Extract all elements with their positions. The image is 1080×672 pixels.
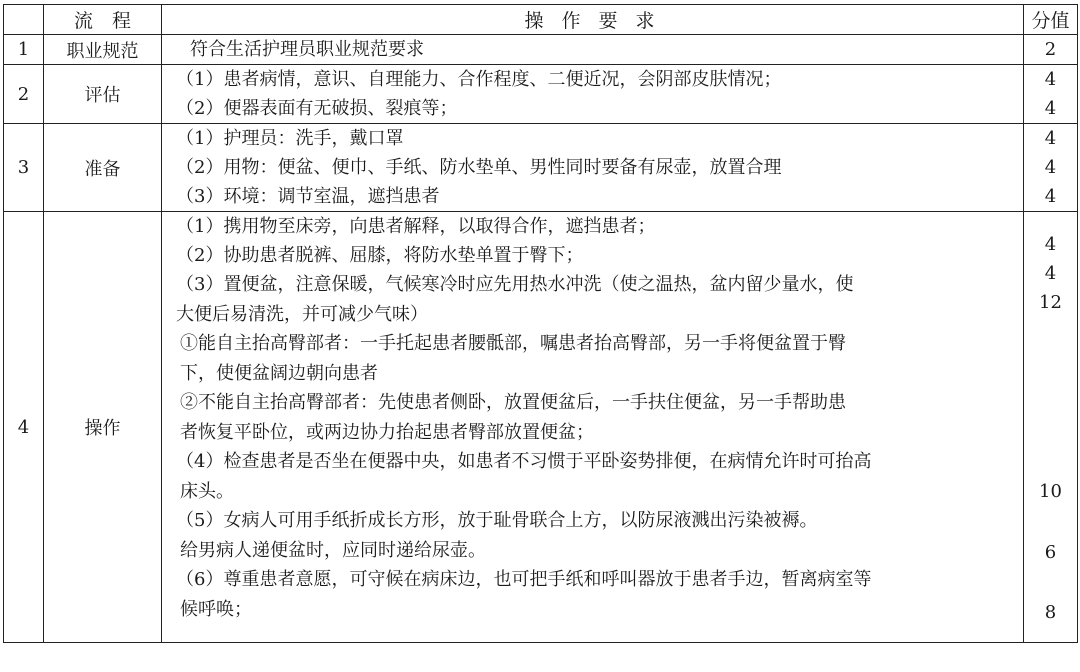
row-scores xyxy=(1024,212,1078,643)
row-scores xyxy=(1024,35,1078,65)
table-row xyxy=(4,35,1078,65)
requirement-line: （2）协助患者脱裤、屈膝，将防水垫单置于臀下； xyxy=(176,245,584,266)
header-process: 流 程 xyxy=(44,5,162,35)
score-value: 6 xyxy=(1044,542,1057,563)
row-number: 1 xyxy=(4,35,44,65)
score-value: 2 xyxy=(1044,39,1057,60)
score-value: 4 xyxy=(1044,186,1057,207)
header-number xyxy=(4,5,44,35)
row-requirements xyxy=(162,124,1024,212)
row-requirements xyxy=(162,65,1024,124)
row-process: 操作 xyxy=(44,212,162,643)
header-score: 分值 xyxy=(1024,5,1078,35)
requirement-line: （1）携用物至床旁，向患者解释，以取得合作，遮挡患者； xyxy=(176,216,656,237)
requirement-line: （4）检查患者是否坐在便器中央，如患者不习惯于平卧姿势排便，在病情允许时可抬高 xyxy=(176,451,872,472)
row-number: 2 xyxy=(4,65,44,124)
header-requirement: 操 作 要 求 xyxy=(162,5,1024,35)
row-process: 准备 xyxy=(44,124,162,212)
requirement-line: 给男病人递便盆时，应同时递给尿壶。 xyxy=(180,540,486,561)
score-value: 4 xyxy=(1044,128,1057,149)
requirement-line: 床头。 xyxy=(180,481,234,502)
score-value: 4 xyxy=(1044,98,1057,119)
score-value: 8 xyxy=(1044,602,1057,623)
score-value: 12 xyxy=(1039,292,1062,313)
requirement-line: 候呼唤； xyxy=(180,599,252,620)
requirement-line: （1）护理员：洗手，戴口罩 xyxy=(176,128,404,149)
requirement-line: （6）尊重患者意愿，可守候在病床边，也可把手纸和呼叫器放于患者手边，暂离病室等 xyxy=(176,569,872,590)
score-value: 4 xyxy=(1044,234,1057,255)
requirement-line: 符合生活护理员职业规范要求 xyxy=(190,39,424,60)
score-value: 4 xyxy=(1044,69,1057,90)
table-row xyxy=(4,65,1078,124)
score-value: 10 xyxy=(1039,481,1062,502)
row-scores xyxy=(1024,124,1078,212)
row-process: 评估 xyxy=(44,65,162,124)
requirement-line: ②不能自主抬高臀部者：先使患者侧卧，放置便盆后，一手扶住便盆，另一手帮助患 xyxy=(180,392,846,413)
requirement-line: 下，使便盆阔边朝向患者 xyxy=(180,363,378,384)
requirement-line: （5）女病人可用手纸折成长方形，放于耻骨联合上方，以防尿液溅出污染被褥。 xyxy=(176,510,818,531)
score-value: 4 xyxy=(1044,263,1057,284)
table-row xyxy=(4,124,1078,212)
procedure-table xyxy=(3,4,1078,643)
row-process: 职业规范 xyxy=(44,35,162,65)
row-number: 3 xyxy=(4,124,44,212)
requirement-line: （2）便器表面有无破损、裂痕等； xyxy=(176,98,458,119)
score-value: 4 xyxy=(1044,157,1057,178)
row-requirements xyxy=(162,212,1024,643)
requirement-line: （1）患者病情，意识、自理能力、合作程度、二便近况，会阴部皮肤情况； xyxy=(176,69,782,90)
row-scores xyxy=(1024,65,1078,124)
requirement-line: （3）置便盆，注意保暖，气候寒冷时应先用热水冲洗（使之温热，盆内留少量水，使 xyxy=(176,274,854,295)
requirement-line: 大便后易清洗，并可减少气味） xyxy=(176,304,428,325)
table-row xyxy=(4,212,1078,643)
header-row xyxy=(4,5,1078,35)
row-requirements xyxy=(162,35,1024,65)
requirement-line: 者恢复平卧位，或两边协力抬起患者臀部放置便盆； xyxy=(180,422,594,443)
requirement-line: （2）用物：便盆、便巾、手纸、防水垫单、男性同时要备有尿壶，放置合理 xyxy=(176,157,782,178)
requirement-line: （3）环境：调节室温，遮挡患者 xyxy=(176,186,440,207)
row-number: 4 xyxy=(4,212,44,643)
requirement-line: ①能自主抬高臀部者：一手托起患者腰骶部，嘱患者抬高臀部，另一手将便盆置于臀 xyxy=(180,333,846,354)
